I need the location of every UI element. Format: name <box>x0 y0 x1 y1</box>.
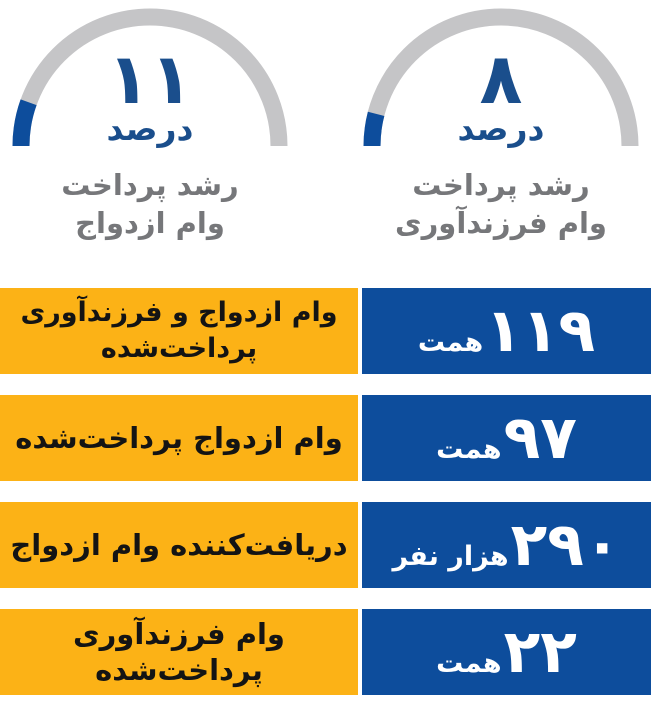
stat-label-box <box>0 395 358 481</box>
gauges-section <box>0 0 651 242</box>
gauge-value: ۸ <box>479 38 523 120</box>
stat-value-box <box>362 288 651 374</box>
stat-value-number: ۲۹۰ <box>510 510 621 580</box>
gauge-track-arc <box>21 17 279 146</box>
stat-value <box>418 296 595 366</box>
stat-row-total-loans-paid <box>0 288 651 374</box>
stat-row-marriage-loans-paid <box>0 395 651 481</box>
stat-row-marriage-loan-recipients <box>0 502 651 588</box>
stat-value <box>436 403 577 473</box>
stat-value-number: ۱۱۹ <box>485 296 596 366</box>
stat-label-box <box>0 609 358 695</box>
stat-label-line1: وام ازدواج و فرزندآوری <box>20 297 338 328</box>
stat-value <box>436 617 577 687</box>
stat-value-number: ۲۲ <box>503 617 577 687</box>
gauge-arc-svg <box>356 4 646 152</box>
stat-label: وام فرزندآوری پرداخت‌شده <box>73 617 285 687</box>
gauge-caption-line1: رشد پرداخت <box>412 168 590 202</box>
gauge-fill-arc <box>21 102 29 146</box>
gauge-unit-label: درصد <box>106 109 194 148</box>
gauge-arc-svg <box>5 4 295 152</box>
stats-rows <box>0 288 651 695</box>
stat-label: دریافت‌کننده وام ازدواج <box>10 528 348 562</box>
stat-value-box <box>362 502 651 588</box>
gauge-fill-arc <box>372 114 376 146</box>
stat-label: وام ازدواج پرداخت‌شده <box>15 421 343 455</box>
gauge-caption-line2: وام فرزندآوری <box>395 206 607 240</box>
gauge-caption <box>0 166 300 242</box>
gauge-marriage-loan-growth <box>0 4 300 242</box>
stat-label-box <box>0 288 358 374</box>
stat-value-box <box>362 395 651 481</box>
stat-value <box>393 510 621 580</box>
stat-row-childbearing-loans-paid <box>0 609 651 695</box>
gauge-caption <box>351 166 651 242</box>
gauge-track-arc <box>372 17 630 146</box>
gauge-caption-line2: وام ازدواج <box>75 206 225 240</box>
stat-value-number: ۹۷ <box>503 403 577 473</box>
gauge-caption-line1: رشد پرداخت <box>61 168 239 202</box>
gauge-value: ۱۱ <box>107 38 193 120</box>
stat-value-box <box>362 609 651 695</box>
stat-value-unit: هزار نفر <box>392 541 509 572</box>
gauge-childbearing-loan-growth <box>351 4 651 242</box>
stat-label-line2: پرداخت‌شده <box>100 333 258 364</box>
stat-value-unit: همت <box>417 327 484 358</box>
stat-value-unit: همت <box>436 648 502 679</box>
stat-value-unit: همت <box>436 434 502 465</box>
stat-label-box <box>0 502 358 588</box>
gauge-unit-label: درصد <box>457 109 545 148</box>
